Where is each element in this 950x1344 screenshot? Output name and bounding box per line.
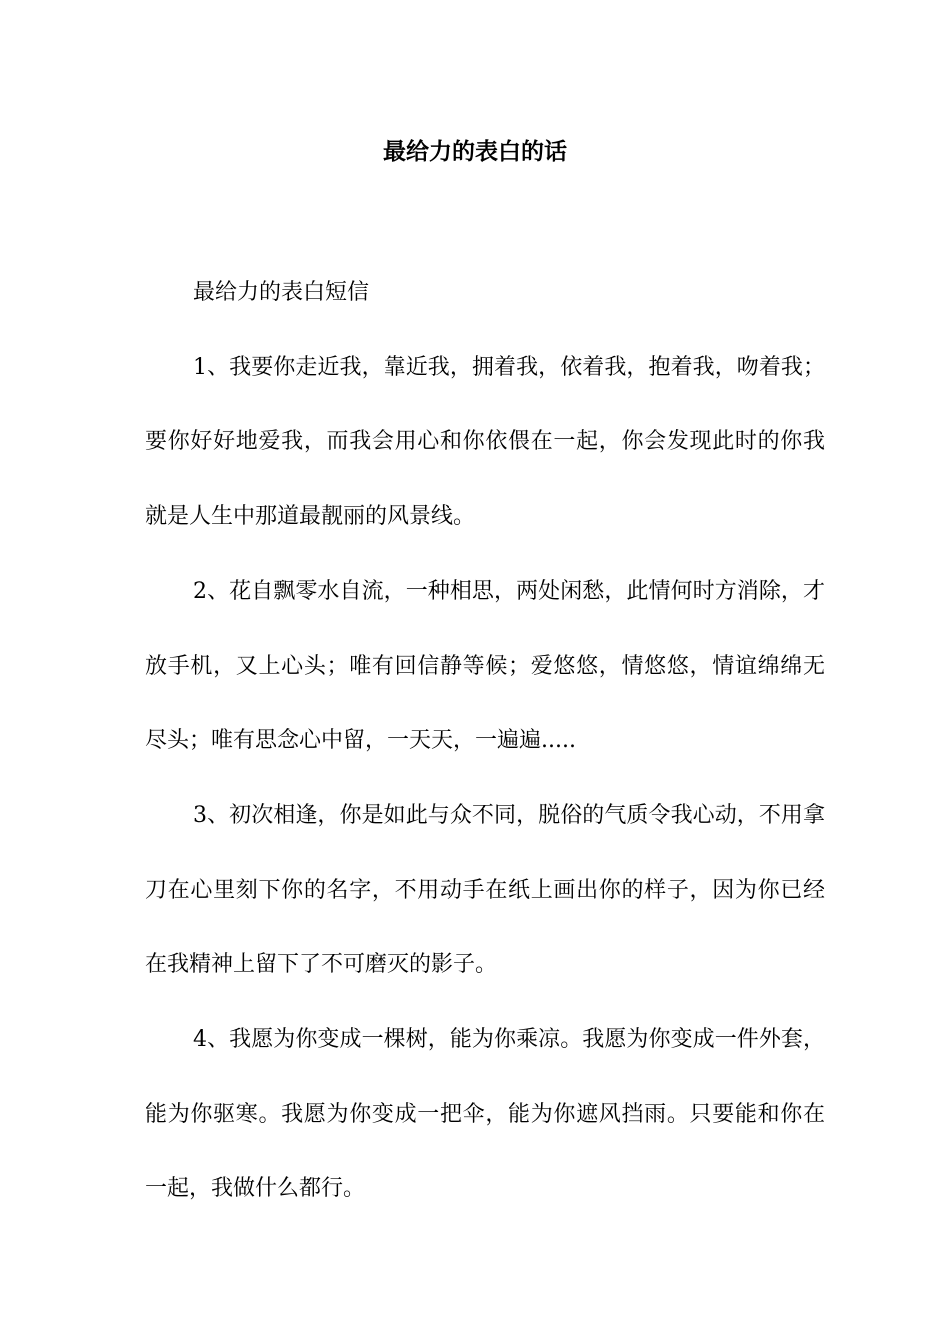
paragraph-3: 3、初次相逢，你是如此与众不同，脱俗的气质令我心动，不用拿刀在心里刻下你的名字，不用动手在纸上画出你的样子，因为你已经在我精神上留下了不可磨灭的影子。 — [145, 802, 825, 978]
paragraph-4: 4、我愿为你变成一棵树，能为你乘凉。我愿为你变成一件外套，能为你驱寒。我愿为你变成一把伞，能为你遮风挡雨。只要能和你在一起，我做什么都行。 — [145, 1027, 825, 1202]
section-heading: 最给力的表白短信 — [193, 280, 370, 305]
document-body — [145, 256, 825, 1227]
paragraph-1: 1、我要你走近我，靠近我，拥着我，依着我，抱着我，吻着我；要你好好地爱我，而我会用心和你依偎在一起，你会发现此时的你我就是人生中那道最靓丽的风景线。 — [145, 354, 825, 530]
paragraph-2: 2、花自飘零水自流，一种相思，两处闲愁，此情何时方消除，才放手机，又上心头；唯有回信静等候；爱悠悠，情悠悠，情谊绵绵无尽头；唯有思念心中留，一天天，一遍遍..... — [145, 578, 825, 754]
document-title: 最给力的表白的话 — [383, 139, 567, 165]
